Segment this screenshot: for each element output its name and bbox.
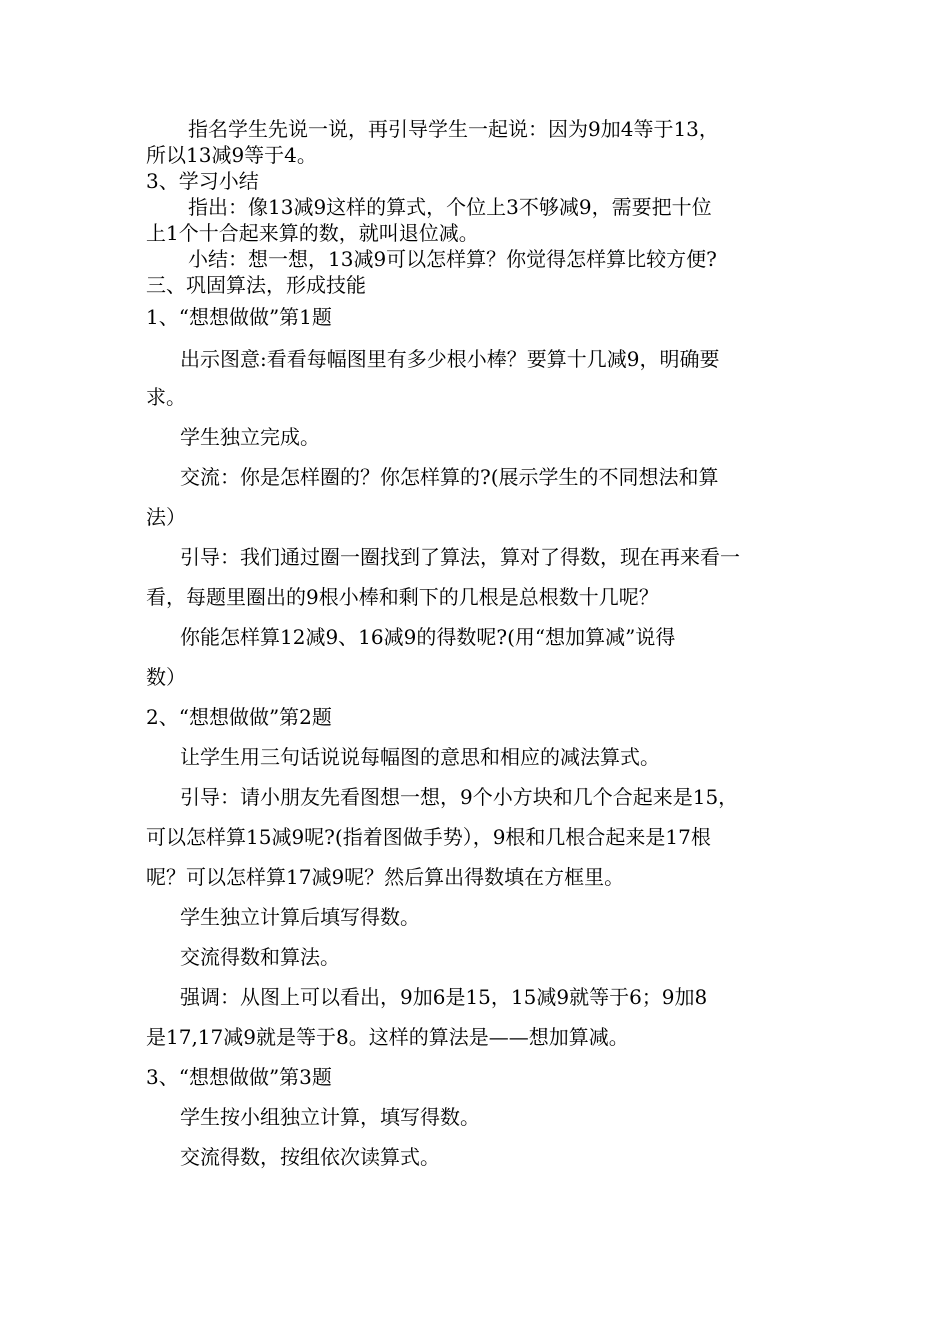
- text-line: 出示图意:看看每幅图里有多少根小棒？要算十几减9，明确要: [180, 347, 720, 371]
- text-line: 交流：你是怎样圈的？你怎样算的?(展示学生的不同想法和算: [180, 465, 719, 489]
- text-line: 法）: [146, 505, 186, 529]
- text-line: 交流得数，按组依次读算式。: [180, 1145, 440, 1169]
- text-line: 交流得数和算法。: [180, 945, 340, 969]
- text-line: 学生按小组独立计算，填写得数。: [180, 1105, 480, 1129]
- text-line: 上1个十合起来算的数，就叫退位减。: [146, 221, 479, 245]
- text-line: 呢？可以怎样算17减9呢？然后算出得数填在方框里。: [146, 865, 625, 889]
- section-heading: 1、“想想做做”第1题: [146, 305, 332, 329]
- section-heading: 3、“想想做做”第3题: [146, 1065, 332, 1089]
- text-line: 看，每题里圈出的9根小棒和剩下的几根是总根数十几呢？: [146, 585, 659, 609]
- text-line: 所以13减9等于4。: [146, 143, 317, 167]
- text-line: 是17,17减9就是等于8。这样的算法是——想加算减。: [146, 1025, 629, 1049]
- text-line: 指出：像13减9这样的算式，个位上3不够减9，需要把十位: [188, 195, 712, 219]
- text-line: 学生独立计算后填写得数。: [180, 905, 420, 929]
- section-heading: 2、“想想做做”第2题: [146, 705, 332, 729]
- text-line: 引导：我们通过圈一圈找到了算法，算对了得数，现在再来看一: [180, 545, 740, 569]
- text-line: 让学生用三句话说说每幅图的意思和相应的减法算式。: [180, 745, 660, 769]
- text-line: 指名学生先说一说，再引导学生一起说：因为9加4等于13，: [188, 117, 719, 141]
- text-line: 求。: [146, 385, 186, 409]
- section-heading: 3、学习小结: [146, 169, 259, 193]
- section-heading: 三、巩固算法，形成技能: [146, 273, 366, 297]
- text-line: 学生独立完成。: [180, 425, 320, 449]
- text-line: 强调：从图上可以看出，9加6是15，15减9就等于6；9加8: [180, 985, 708, 1009]
- text-line: 可以怎样算15减9呢?(指着图做手势），9根和几根合起来是17根: [146, 825, 711, 849]
- text-line: 小结：想一想，13减9可以怎样算？你觉得怎样算比较方便?: [188, 247, 717, 271]
- text-line: 引导：请小朋友先看图想一想，9个小方块和几个合起来是15，: [180, 785, 739, 809]
- text-line: 你能怎样算12减9、16减9的得数呢?(用“想加算减”说得: [180, 625, 676, 649]
- text-line: 数）: [146, 665, 186, 689]
